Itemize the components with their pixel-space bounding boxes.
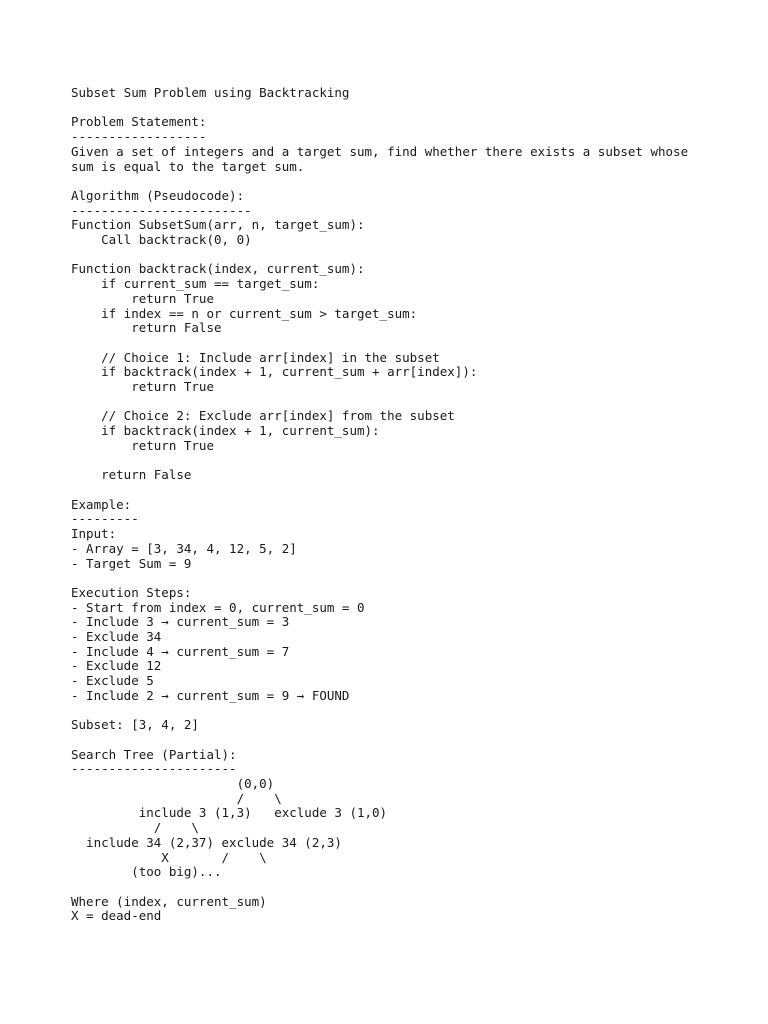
text-line: / \ bbox=[71, 790, 282, 806]
text-line: Algorithm (Pseudocode): bbox=[71, 187, 245, 203]
text-line: - Target Sum = 9 bbox=[71, 555, 192, 571]
document-text bbox=[71, 86, 688, 924]
text-line: Function SubsetSum(arr, n, target_sum): bbox=[71, 217, 365, 233]
text-line: - Exclude 5 bbox=[71, 673, 154, 689]
text-line: return True bbox=[71, 379, 214, 395]
text-line: X / \ bbox=[71, 849, 267, 865]
text-line: / \ bbox=[71, 820, 199, 836]
text-line: return True bbox=[71, 290, 214, 306]
text-line: - Exclude 12 bbox=[71, 658, 162, 674]
text-line: Input: bbox=[71, 526, 117, 542]
text-line: Given a set of integers and a target sum, find whether there exists a subset whose bbox=[71, 143, 689, 159]
text-line: sum is equal to the target sum. bbox=[71, 158, 305, 174]
text-line: Example: bbox=[71, 496, 132, 512]
text-line: ------------------------ bbox=[71, 202, 252, 218]
text-line: (too big)... bbox=[71, 864, 222, 880]
text-line: Subset Sum Problem using Backtracking bbox=[71, 85, 350, 100]
text-line: // Choice 2: Exclude arr[index] from the subset bbox=[71, 408, 455, 424]
text-line: return False bbox=[71, 320, 222, 336]
text-line: Problem Statement: bbox=[71, 114, 207, 130]
text-line: Call backtrack(0, 0) bbox=[71, 232, 252, 248]
text-line: Execution Steps: bbox=[71, 584, 192, 600]
text-line: if backtrack(index + 1, current_sum + arr[index]): bbox=[71, 364, 478, 380]
text-line: Function backtrack(index, current_sum): bbox=[71, 261, 365, 277]
text-line: --------- bbox=[71, 511, 139, 527]
text-line: return False bbox=[71, 467, 192, 483]
text-line: - Start from index = 0, current_sum = 0 bbox=[71, 599, 365, 615]
text-line: Subset: [3, 4, 2] bbox=[71, 717, 199, 733]
text-line: ---------------------- bbox=[71, 761, 237, 777]
text-line: ------------------ bbox=[71, 129, 207, 145]
text-line: if current_sum == target_sum: bbox=[71, 276, 320, 292]
text-line: - Include 2 → current_sum = 9 → FOUND bbox=[71, 687, 350, 703]
text-line: Search Tree (Partial): bbox=[71, 746, 237, 762]
text-line: - Include 4 → current_sum = 7 bbox=[71, 643, 290, 659]
text-line: Where (index, current_sum) bbox=[71, 893, 267, 909]
text-line: include 34 (2,37) exclude 34 (2,3) bbox=[71, 834, 342, 850]
text-line: return True bbox=[71, 437, 214, 453]
text-line: // Choice 1: Include arr[index] in the subset bbox=[71, 349, 440, 365]
text-line: X = dead-end bbox=[71, 908, 162, 924]
text-line: - Include 3 → current_sum = 3 bbox=[71, 614, 290, 630]
text-line: (0,0) bbox=[71, 776, 275, 792]
text-line: if index == n or current_sum > target_sum: bbox=[71, 305, 418, 321]
text-line: - Exclude 34 bbox=[71, 629, 162, 645]
text-line: if backtrack(index + 1, current_sum): bbox=[71, 423, 380, 439]
text-line: include 3 (1,3) exclude 3 (1,0) bbox=[71, 805, 388, 821]
text-line: - Array = [3, 34, 4, 12, 5, 2] bbox=[71, 540, 297, 556]
